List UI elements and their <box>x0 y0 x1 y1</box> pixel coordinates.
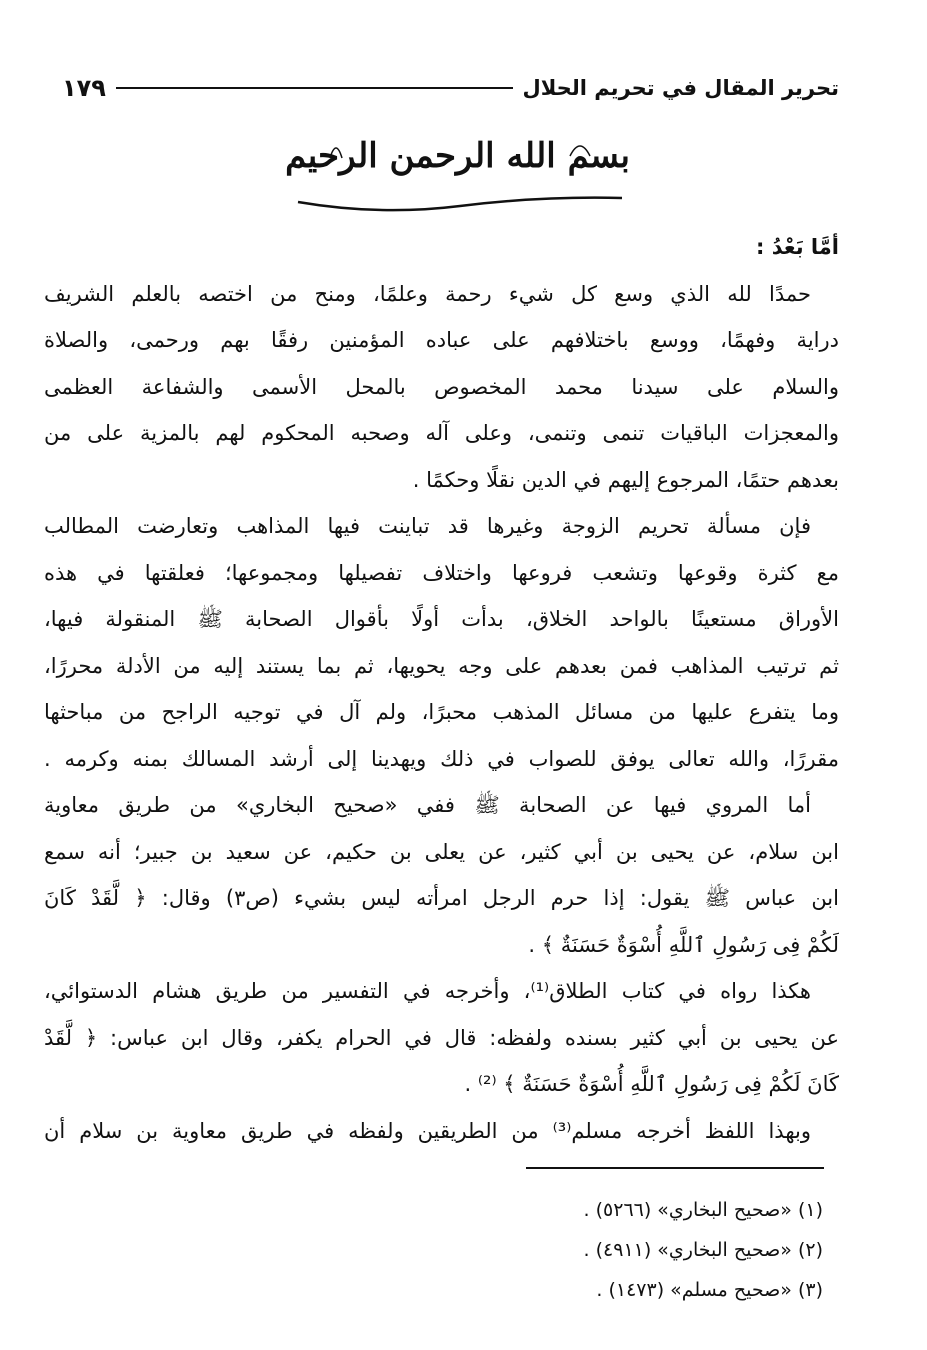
text-line: لَكُمْ فِى رَسُولِ ٱللَّهِ أُسْوَةٌ حَسَنَةٌ ﴾ . <box>528 932 839 957</box>
footnote-rule <box>526 1167 824 1169</box>
text-line: وما يتفرع عليها من مسائل المذهب محبرًا، ولم آل في توجيه الراجح من مباحثها <box>44 700 839 724</box>
text-line: مع كثرة وقوعها وتشعب فروعها واختلاف تفصيلها ومجموعها؛ فعلقتها في هذه <box>44 560 839 585</box>
text-line: ثم ترتيب المذاهب فمن بعدهم على وجه يحويها، ثم بما يستند إليه من الأدلة محررًا، <box>44 653 839 678</box>
footnote: (٢) «صحيح البخاري» (٤٩١١) . <box>583 1239 823 1261</box>
footnote: (١) «صحيح البخاري» (٥٢٦٦) . <box>583 1199 823 1221</box>
text-line: الأوراق مستعينًا بالواحد الخلاق، بدأت أولًا بأقوال الصحابة ﷺ المنقولة فيها، <box>44 607 839 631</box>
text-line: مقررًا، والله تعالى يوفق للصواب في ذلك ويهدينا إلى أرشد المسالك بمنه وكرمه . <box>44 746 839 771</box>
text-line: وبهذا اللفظ أخرجه مسلم⁽³⁾ من الطريقين ولفظه في طريق معاوية بن سلام أن <box>44 1118 811 1143</box>
text-line: هكذا رواه في كتاب الطلاق⁽¹⁾، وأخرجه في التفسير من طريق هشام الدستوائي، <box>44 979 811 1003</box>
text-line: ابن سلام، عن يحيى بن أبي كثير، عن يعلى بن حكيم، عن سعيد بن جبير؛ أنه سمع <box>44 839 839 864</box>
text-line: ابن عباس ﷺ يقول: إذا حرم الرجل امرأته ليس بشيء (ص٣) وقال: ﴿ لَّقَدْ كَانَ <box>44 886 839 910</box>
text-line: والمعجزات الباقيات تنمى وتنمى، وعلى آله وصحبه المحكوم لهم بالمزية على من <box>44 421 839 445</box>
running-title: تحرير المقال في تحريم الحلال <box>522 76 839 100</box>
footnote: (٣) «صحيح مسلم» (١٤٧٣) . <box>596 1279 823 1301</box>
text-line: عن يحيى بن أبي كثير بسنده ولفظه: قال في الحرام يكفر، وقال ابن عباس: ﴿ لَّقَدْ <box>44 1025 839 1050</box>
text-line: أما المروي فيها عن الصحابة ﷺ ففي «صحيح البخاري» من طريق معاوية <box>44 793 811 817</box>
text-line: حمدًا لله الذي وسع كل شيء رحمة وعلمًا، ومنح من اختصه بالعلم الشريف <box>44 281 811 306</box>
page-number: ١٧٩ <box>62 74 106 102</box>
page-header <box>62 70 839 106</box>
text-line: بعدهم حتمًا، المرجوع إليهم في الدين نقلًا وحكمًا . <box>412 467 839 492</box>
text-line: والسلام على سيدنا محمد المخصوص بالمحل الأسمى والشفاعة العظمى <box>44 374 839 399</box>
text-line: فإن مسألة تحريم الزوجة وغيرها قد تباينت فيها المذاهب وتعارضت المطالب <box>44 514 811 538</box>
header-rule <box>116 87 513 89</box>
text-line: دراية وفهمًا، ووسع باختلافهم على عباده المؤمنين رفقًا بهم ورحمى، والصلاة <box>44 328 839 352</box>
text-line: كَانَ لَكُمْ فِى رَسُولِ ٱللَّهِ أُسْوَةٌ حَسَنَةٌ ﴾ ⁽²⁾ . <box>464 1072 839 1096</box>
basmala-calligraphy <box>285 128 630 218</box>
section-heading: أمَّا بَعْدُ : <box>756 235 839 259</box>
body-text <box>44 224 839 1154</box>
basmala-text: بسم الله الرحمن الرحيم <box>285 136 630 176</box>
footnotes <box>403 1190 823 1310</box>
